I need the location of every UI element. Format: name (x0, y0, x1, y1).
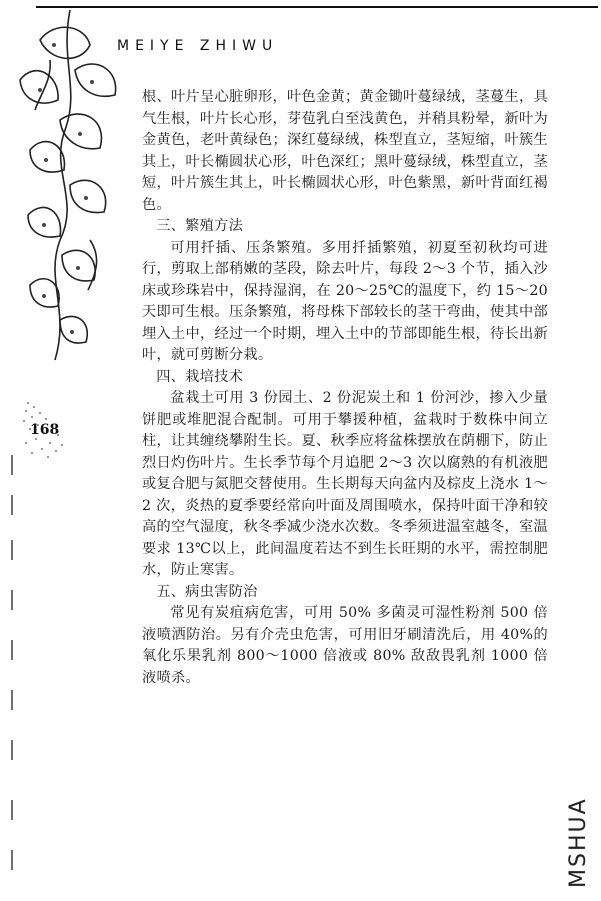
page-number: 168 (30, 422, 60, 438)
header-title: MEIYE ZHIWU (117, 38, 279, 54)
section-heading-pest-control: 五、病虫害防治 (156, 583, 258, 600)
pest-control-paragraph: 常见有炭疽病危害，可用 50% 多菌灵可湿性粉剂 500 倍液喷洒防治。另有介壳虫危害，可用旧牙刷清洗后，用 40%的氧化乐果乳剂 800～1000 倍液或 80% 敌敌畏乳剂 1000 倍液喷杀。 (142, 605, 548, 686)
section-heading-cultivation: 四、栽培技术 (156, 368, 244, 385)
page-body (142, 87, 548, 689)
cultivation-paragraph: 盆栽土可用 3 份园土、2 份泥炭土和 1 份河沙，掺入少量饼肥或堆肥混合配制。可用于攀援种植，盆栽时于数株中间立柱，让其缠绕攀附生长。夏、秋季应将盆株摆放在荫棚下，防止烈日灼伤叶片。生长季节每个月追肥 2～3 次以腐熟的有机液肥或复合肥与氮肥交替使用。生长期每天向盆内及棕皮上浇水 1～2 次，炎热的夏季要经常向叶面及周围喷水，保持叶面干净和较高的空气湿度，秋冬季减少浇水次数。冬季须进温室越冬，室温要求 13℃以上，此间温度若达不到生长旺期的水平，需控制肥水，防止寒害。 (142, 390, 548, 578)
scan-gutter-marks (0, 0, 20, 901)
intro-paragraph: 根、叶片呈心脏卵形，叶色金黄；黄金锄叶蔓绿绒，茎蔓生，具气生根，叶片长心形，芽苞乳白至浅黄色，并稍具粉晕，新叶为金黄色，老叶黄绿色；深红蔓绿绒，株型直立，茎短缩，叶簇生其上，叶长椭圆状心形，叶色深红；黑叶蔓绿绒，株型直立，茎短，叶片簇生其上，叶长椭圆状心形，叶色紫黑，新叶背面红褐色。 (142, 89, 548, 213)
vine-illustration (0, 0, 140, 380)
propagation-paragraph: 可用扦插、压条繁殖。多用扦插繁殖，初夏至初秋均可进行，剪取上部稍嫩的茎段，除去叶片，每段 2～3 个节，插入沙床或珍珠岩中，保持湿润，在 20～25℃的温度下，约 15～20 天即可生根。压条繁殖，将母株下部较长的茎干弯曲，使其中部埋入土中，经过一个时期，埋入土中的节部即能生根，待长出新叶，就可剪断分栽。 (142, 239, 548, 363)
section-heading-propagation: 三、繁殖方法 (156, 218, 244, 234)
watermark-text: MSHUA (566, 797, 591, 888)
